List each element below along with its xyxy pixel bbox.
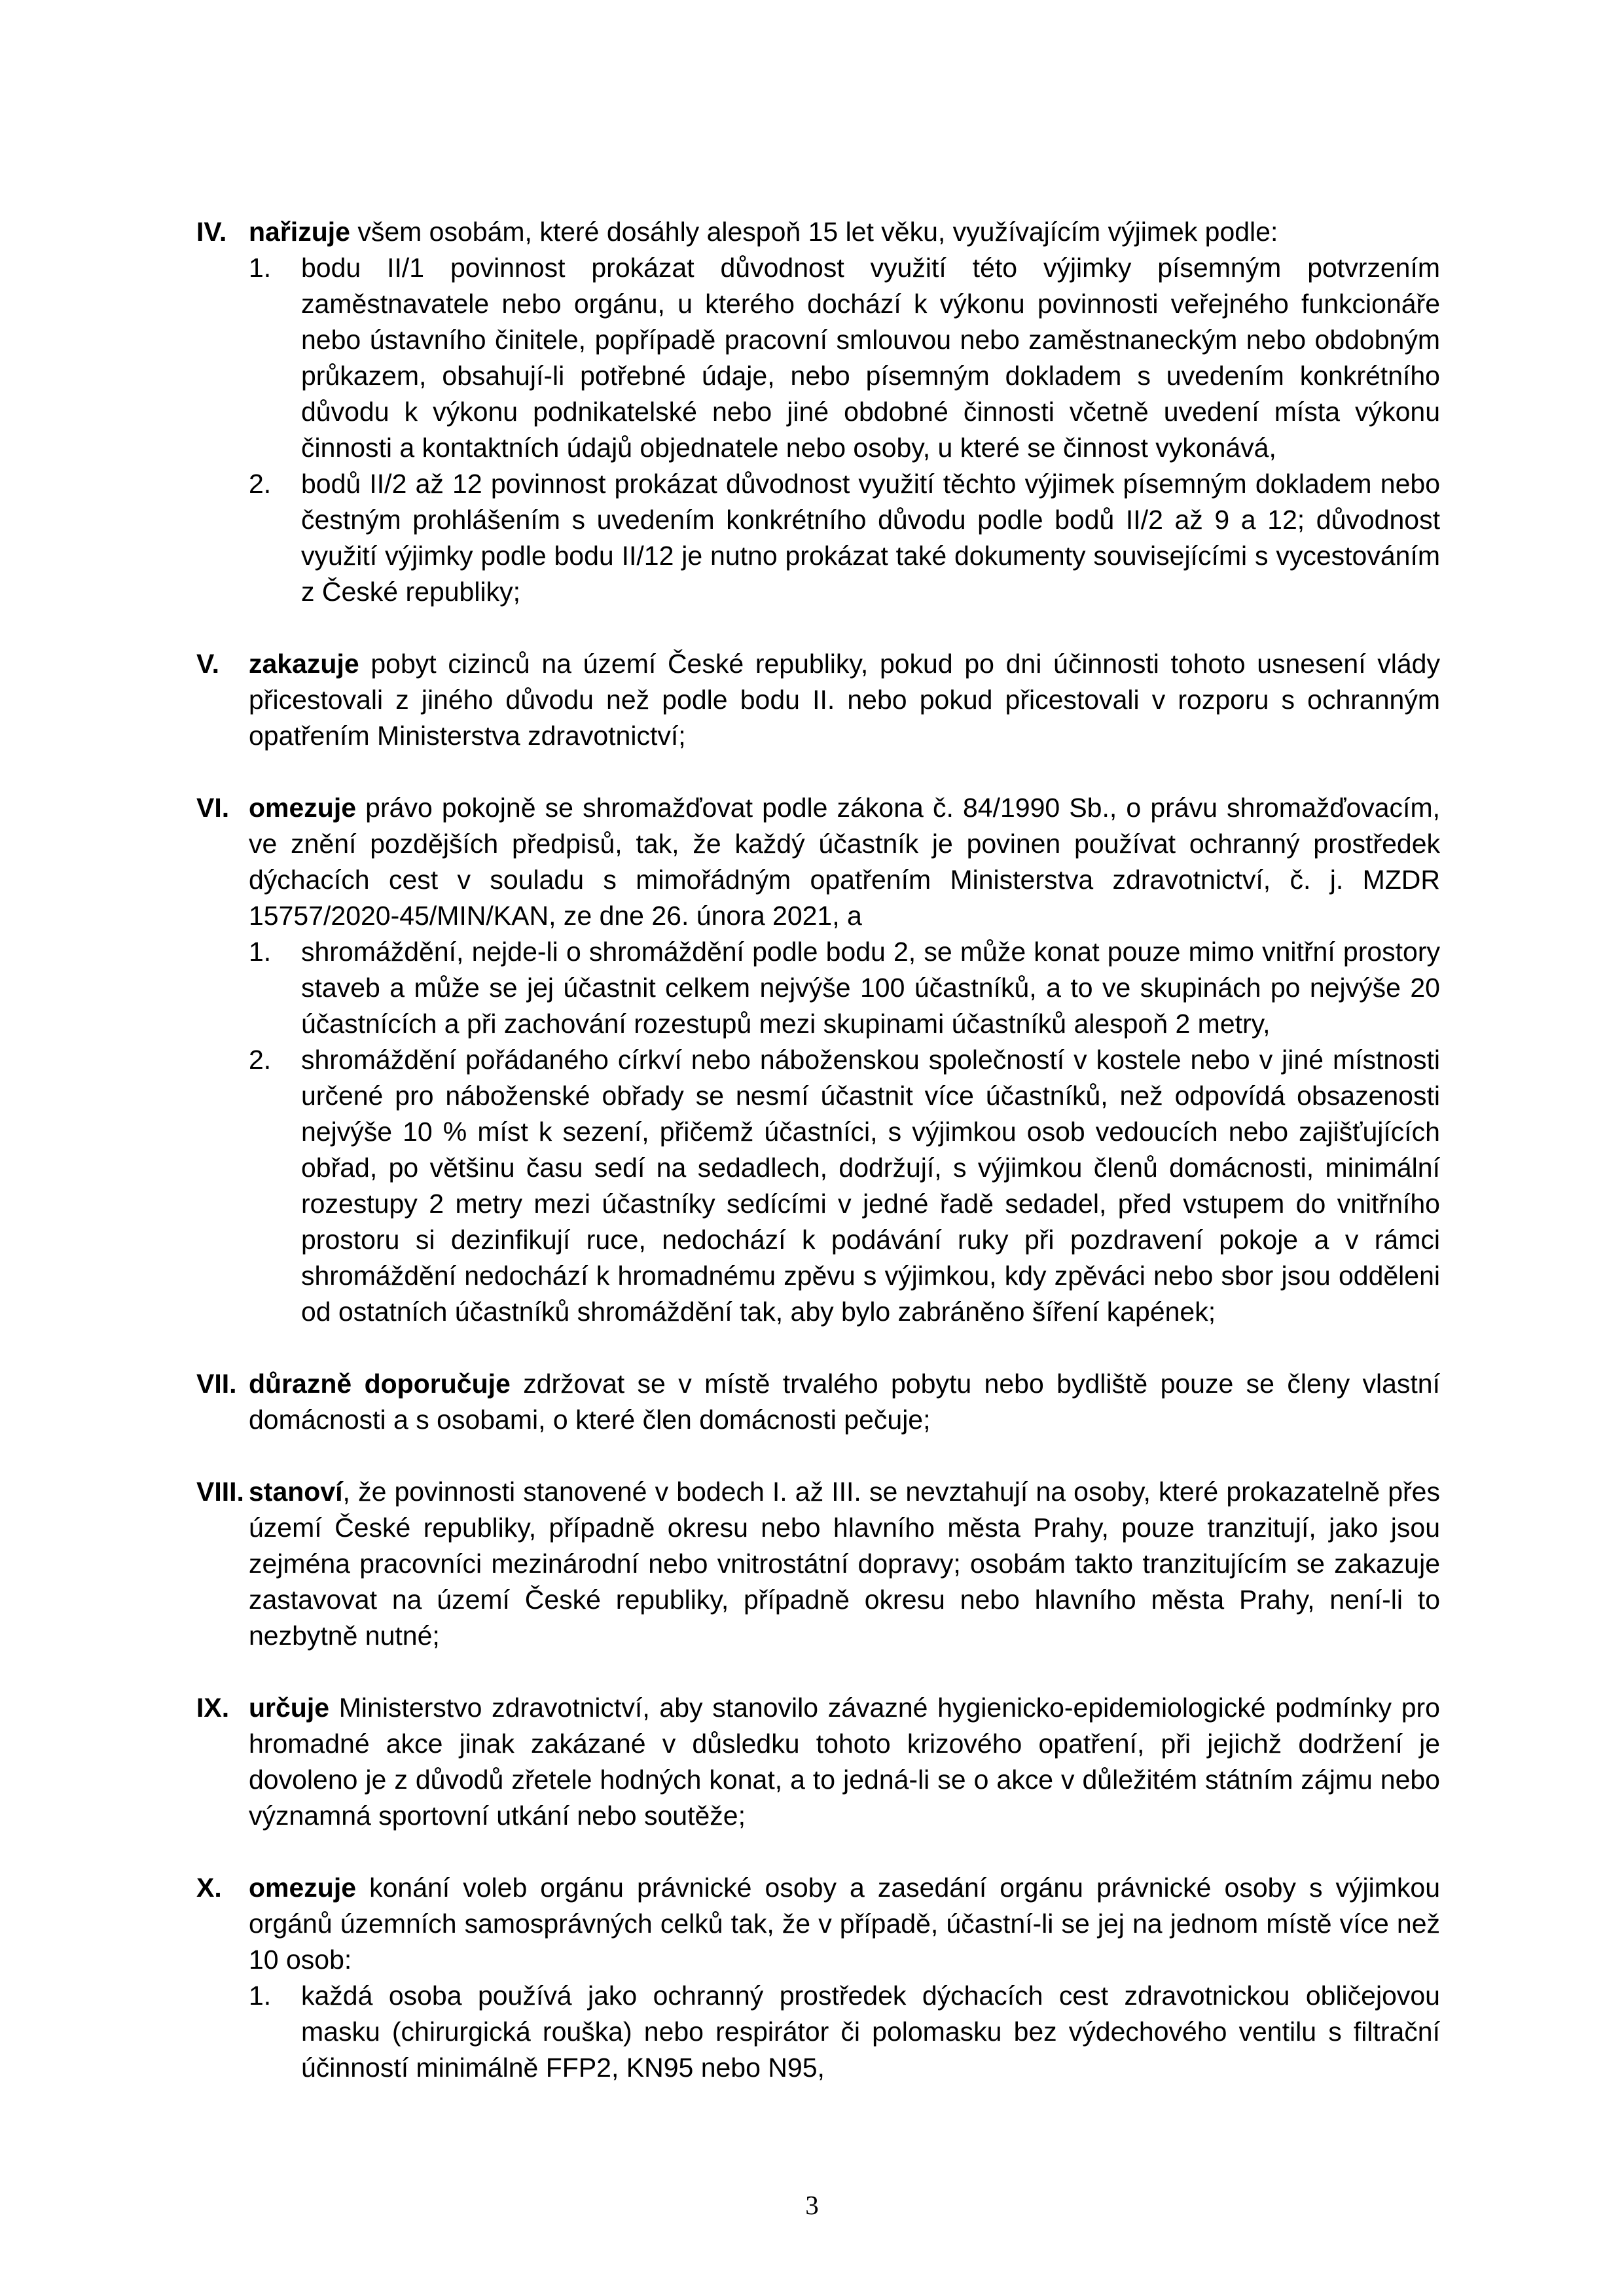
section-text: důrazně doporučuje zdržovat se v místě trvalého pobytu nebo bydliště pouze se členy vlastní domácnosti a s osobami, o které člen domácnosti pečuje; — [249, 1369, 1440, 1435]
section-v — [196, 646, 1440, 754]
item-number: 1. — [249, 253, 272, 283]
item-text: bodu II/1 povinnost prokázat důvodnost využití této výjimky písemným potvrzením zaměstnavatele nebo orgánu, u kterého dochází k výkonu povinnosti veřejného funkcionáře nebo ústavního činitele, popřípadě pracovní smlouvou nebo zaměstnaneckým nebo obdobným průkazem, obsahují-li potřebné údaje, nebo písemným dokladem s uvedením konkrétního důvodu k výkonu podnikatelské nebo jiné obdobné činnosti včetně uvedení místa výkonu činnosti a kontaktních údajů objednatele nebo osoby, u které se činnost vykonává, — [301, 253, 1440, 463]
item-number: 1. — [249, 937, 272, 967]
list-item — [249, 1978, 1440, 2086]
section-text: zakazuje pobyt cizinců na území České republiky, pokud po dni účinnosti tohoto usnesení vlády přicestovali z jiného důvodu než podle bodu II. nebo pokud přicestovali v rozporu s ochranným opatřením Ministerstva zdravotnictví; — [249, 649, 1440, 751]
section-number: IV. — [196, 217, 227, 247]
section-number: VIII. — [196, 1477, 244, 1507]
section-keyword: stanoví — [249, 1477, 343, 1507]
section-number: VI. — [196, 793, 230, 823]
section-number: X. — [196, 1873, 222, 1903]
section-keyword: důrazně doporučuje — [249, 1369, 511, 1399]
section-text: omezuje právo pokojně se shromažďovat podle zákona č. 84/1990 Sb., o právu shromažďovacím, ve znění pozdějších předpisů, tak, že každý účastník je povinen používat ochranný prostředek dýchacích cest v souladu s mimořádným opatřením Ministerstva zdravotnictví, č. j. MZDR 15757/2020-45/MIN/KAN, ze dne 26. února 2021, a — [249, 793, 1440, 931]
section-x — [196, 1870, 1440, 2086]
section-keyword: nařizuje — [249, 217, 350, 247]
section-keyword: omezuje — [249, 793, 357, 823]
list-item — [249, 250, 1440, 466]
item-text: bodů II/2 až 12 povinnost prokázat důvodnost využití těchto výjimek písemným dokladem nebo čestným prohlášením s uvedením konkrétního důvodu podle bodů II/2 až 9 a 12; důvodnost využití výjimky podle bodu II/12 je nutno prokázat také dokumenty souvisejícími s vycestováním z České republiky; — [301, 469, 1440, 607]
document-body — [196, 214, 1440, 2086]
list-item — [249, 1042, 1440, 1330]
section-text: omezuje konání voleb orgánu právnické osoby a zasedání orgánu právnické osoby s výjimkou orgánů územních samosprávných celků tak, že v případě, účastní-li se jej na jednom místě více než 10 osob: — [249, 1873, 1440, 1975]
item-text: shromáždění pořádaného církví nebo náboženskou společností v kostele nebo v jiné místnosti určené pro náboženské obřady se nesmí účastnit více účastníků, než odpovídá obsazenosti nejvýše 10 % míst k sezení, přičemž účastníci, s výjimkou osob vedoucích nebo zajišťujících obřad, po většinu času sedí na sedadlech, dodržují, s výjimkou členů domácnosti, minimální rozestupy 2 metry mezi účastníky sedícími v jedné řadě sedadel, před vstupem do vnitřního prostoru si dezinfikují ruce, nedochází k podávání ruky při pozdravení pokoje a v rámci shromáždění nedochází k hromadnému zpěvu s výjimkou, kdy zpěváci nebo sbor jsou odděleni od ostatních účastníků shromáždění tak, aby bylo zabráněno šíření kapének; — [301, 1045, 1440, 1327]
section-number: IX. — [196, 1693, 230, 1723]
list-item — [249, 934, 1440, 1042]
section-number: VII. — [196, 1369, 237, 1399]
section-viii — [196, 1474, 1440, 1654]
section-keyword: omezuje — [249, 1873, 357, 1903]
item-number: 2. — [249, 1045, 272, 1075]
section-text: nařizuje všem osobám, které dosáhly alespoň 15 let věku, využívajícím výjimek podle: — [249, 217, 1278, 247]
item-number: 1. — [249, 1981, 272, 2011]
section-text: stanoví, že povinnosti stanovené v bodech I. až III. se nevztahují na osoby, které prokazatelně přes území České republiky, případně okresu nebo hlavního města Prahy, pouze tranzitují, jako jsou zejména pracovníci mezinárodní nebo vnitrostátní dopravy; osobám takto tranzitujícím se zakazuje zastavovat na území České republiky, případně okresu nebo hlavního města Prahy, není-li to nezbytně nutné; — [249, 1477, 1440, 1651]
section-ix — [196, 1690, 1440, 1834]
section-vi — [196, 790, 1440, 1330]
section-keyword: určuje — [249, 1693, 330, 1723]
list-item — [249, 466, 1440, 610]
section-text: určuje Ministerstvo zdravotnictví, aby stanovilo závazné hygienicko-epidemiologické podmínky pro hromadné akce jinak zakázané v důsledku tohoto krizového opatření, při jejichž dodržení je dovoleno je z důvodů zřetele hodných konat, a to jedná-li se o akce v důležitém státním zájmu nebo významná sportovní utkání nebo soutěže; — [249, 1693, 1440, 1831]
section-keyword: zakazuje — [249, 649, 359, 679]
section-number: V. — [196, 649, 219, 679]
item-number: 2. — [249, 469, 272, 499]
page-number: 3 — [805, 2190, 819, 2220]
item-text: shromáždění, nejde-li o shromáždění podle bodu 2, se může konat pouze mimo vnitřní prostory staveb a může se jej účastnit celkem nejvýše 100 účastníků, a to ve skupinách po nejvýše 20 účastnících a při zachování rozestupů mezi skupinami účastníků alespoň 2 metry, — [301, 937, 1440, 1039]
section-iv — [196, 214, 1440, 610]
item-text: každá osoba používá jako ochranný prostředek dýchacích cest zdravotnickou obličejovou masku (chirurgická rouška) nebo respirátor či polomasku bez výdechového ventilu s filtrační účinností minimálně FFP2, KN95 nebo N95, — [301, 1981, 1440, 2083]
section-vii — [196, 1366, 1440, 1438]
